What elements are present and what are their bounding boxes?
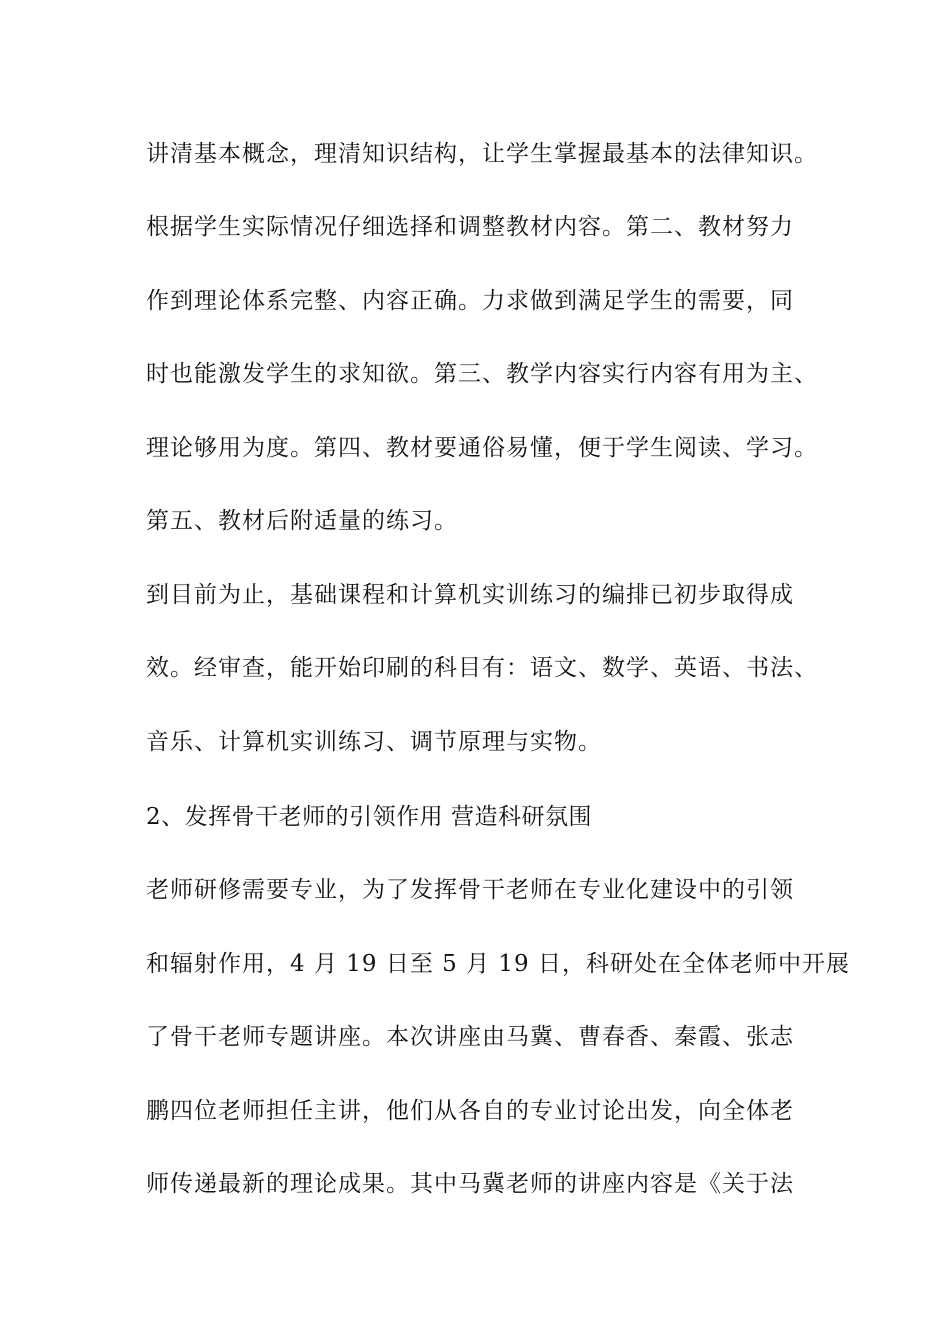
paragraph-line: 作到理论体系完整、内容正确。力求做到满足学生的需要，同 — [146, 288, 794, 314]
section-heading: 2、发挥骨干老师的引领作用 营造科研氛围 — [146, 804, 592, 830]
paragraph-line: 音乐、计算机实训练习、调节原理与实物。 — [146, 729, 602, 755]
paragraph-line: 到目前为止，基础课程和计算机实训练习的编排已初步取得成 — [146, 582, 794, 608]
paragraph-line: 理论够用为度。第四、教材要通俗易懂，便于学生阅读、学习。 — [146, 435, 818, 461]
paragraph-line: 师传递最新的理论成果。其中马冀老师的讲座内容是《关于法 — [146, 1171, 794, 1197]
paragraph-line: 效。经审查，能开始印刷的科目有：语文、数学、英语、书法、 — [146, 655, 818, 681]
paragraph-line: 鹏四位老师担任主讲，他们从各自的专业讨论出发，向全体老 — [146, 1098, 794, 1124]
paragraph-line: 根据学生实际情况仔细选择和调整教材内容。第二、教材努力 — [146, 214, 794, 240]
paragraph-line: 老师研修需要专业，为了发挥骨干老师在专业化建设中的引领 — [146, 877, 794, 903]
paragraph-line: 和辐射作用，4 月 19 日至 5 月 19 日，科研处在全体老师中开展 — [146, 951, 850, 977]
paragraph-line: 时也能激发学生的求知欲。第三、教学内容实行内容有用为主、 — [146, 361, 818, 387]
paragraph-line: 了骨干老师专题讲座。本次讲座由马冀、曹春香、秦霞、张志 — [146, 1024, 794, 1050]
paragraph-line: 讲清基本概念，理清知识结构，让学生掌握最基本的法律知识。 — [146, 141, 818, 167]
paragraph-line: 第五、教材后附适量的练习。 — [146, 508, 458, 534]
